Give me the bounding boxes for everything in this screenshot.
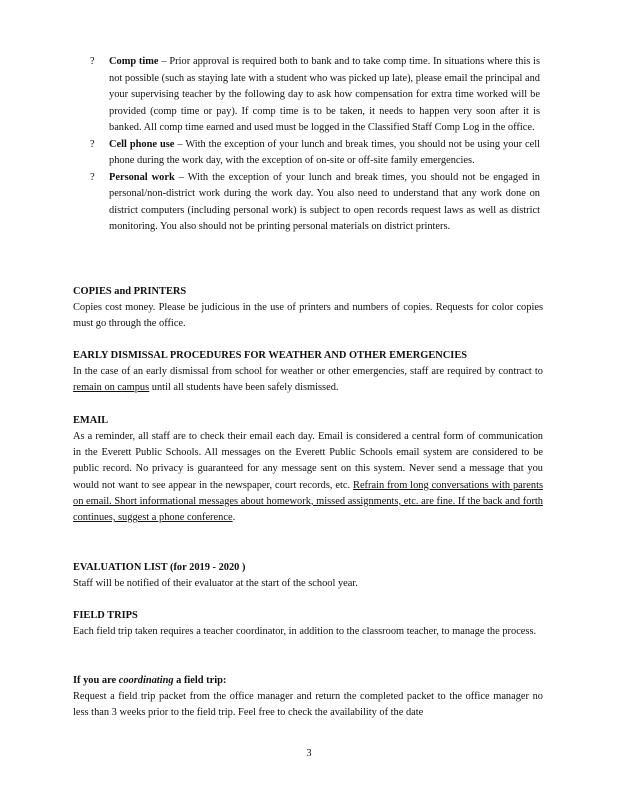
bullet-text: – With the exception of your lunch and break times, you should not be engaged in personal/non-district work during the work day. You also need to understand that any work done on district computers (including personal work) is subject to open records request laws as well as district monitoring. You also should not be printing personal materials on district printers. (109, 171, 540, 232)
text-part: As a reminder, all staff are to check their email each day. Email is considered a central form of communication in the Everett Public Schools. All messages on the Everett Public Schools email system are considered to be public record. No privacy is guaranteed for any message sent on this system. Never send a message that you would not want to see appear in the newspaper, court records, etc. (73, 431, 543, 491)
section-heading: FIELD TRIPS (73, 610, 138, 621)
bullet-mark: ? (90, 171, 95, 183)
bullet-comp-time (90, 54, 540, 137)
section-coordinating (73, 673, 543, 721)
section-text: Staff will be notified of their evaluator at the start of the school year. (73, 578, 358, 589)
heading-part: a field trip: (173, 675, 227, 686)
section-heading: EMAIL (73, 415, 109, 426)
bullet-text: – With the exception of your lunch and break times, you should not be using your cell phone during the work day, with the exception of on-site or off-site family emergencies. (109, 138, 540, 166)
underlined-text: remain on campus (73, 382, 150, 394)
bullet-personal-work (90, 170, 540, 236)
section-heading (73, 673, 543, 689)
section-text (73, 364, 543, 396)
page-number: 3 (306, 748, 312, 759)
bullet-mark: ? (90, 56, 95, 67)
bullet-mark: ? (90, 138, 95, 150)
text-part: In the case of an early dismissal from school for weather or other emergencies, staff are required by contract to (73, 366, 543, 377)
bullet-text: – Prior approval is required both to bank and to take comp time. In situations where this is not possible (such as staying late with a student who was picked up late), please email the principal and your supervising teacher by the following day to ask how compensation for extra time worked will be provided (comp time or pay). If comp time is to be taken, it needs to happen very soon after it is banked. All comp time earned and used must be logged in the Classified Staff Comp Log in the office. (109, 56, 540, 133)
bullet-cell-phone (90, 137, 540, 170)
section-copies (73, 284, 543, 332)
text-part: . (232, 512, 236, 524)
section-email (73, 413, 543, 526)
section-text (73, 429, 543, 526)
underlined-text: Refrain from long conversations with parents on email. Short informational messages about homework, missed assignments, etc. are fine. If the back and forth continues, suggest a phone conference (73, 479, 543, 524)
text-part: until all students have been safely dismissed. (149, 382, 339, 394)
section-heading: COPIES and PRINTERS (73, 286, 187, 297)
section-heading: EARLY DISMISSAL PROCEDURES FOR WEATHER AND OTHER EMERGENCIES (73, 350, 468, 361)
section-heading: EVALUATION LIST (for 2019 - 2020 ) (73, 562, 246, 573)
heading-part: If you are (73, 675, 119, 686)
heading-italic: coordinating (118, 675, 174, 686)
section-early-dismissal (73, 348, 543, 396)
section-evaluation (73, 560, 543, 592)
section-text: Copies cost money. Please be judicious in the use of printers and numbers of copies. Requests for color copies must go through the office. (73, 302, 543, 330)
section-field-trips (73, 608, 543, 640)
bullet-title: Cell phone use (109, 138, 175, 150)
section-text: Each field trip taken requires a teacher coordinator, in addition to the classroom teacher, to manage the process. (73, 626, 537, 637)
section-text: Request a field trip packet from the office manager and return the completed packet to the office manager no less than 3 weeks prior to the field trip. Feel free to check the availability of the date (73, 691, 543, 719)
bullet-title: Comp time (109, 56, 159, 67)
bullet-list (90, 54, 540, 236)
bullet-title: Personal work (109, 171, 175, 183)
